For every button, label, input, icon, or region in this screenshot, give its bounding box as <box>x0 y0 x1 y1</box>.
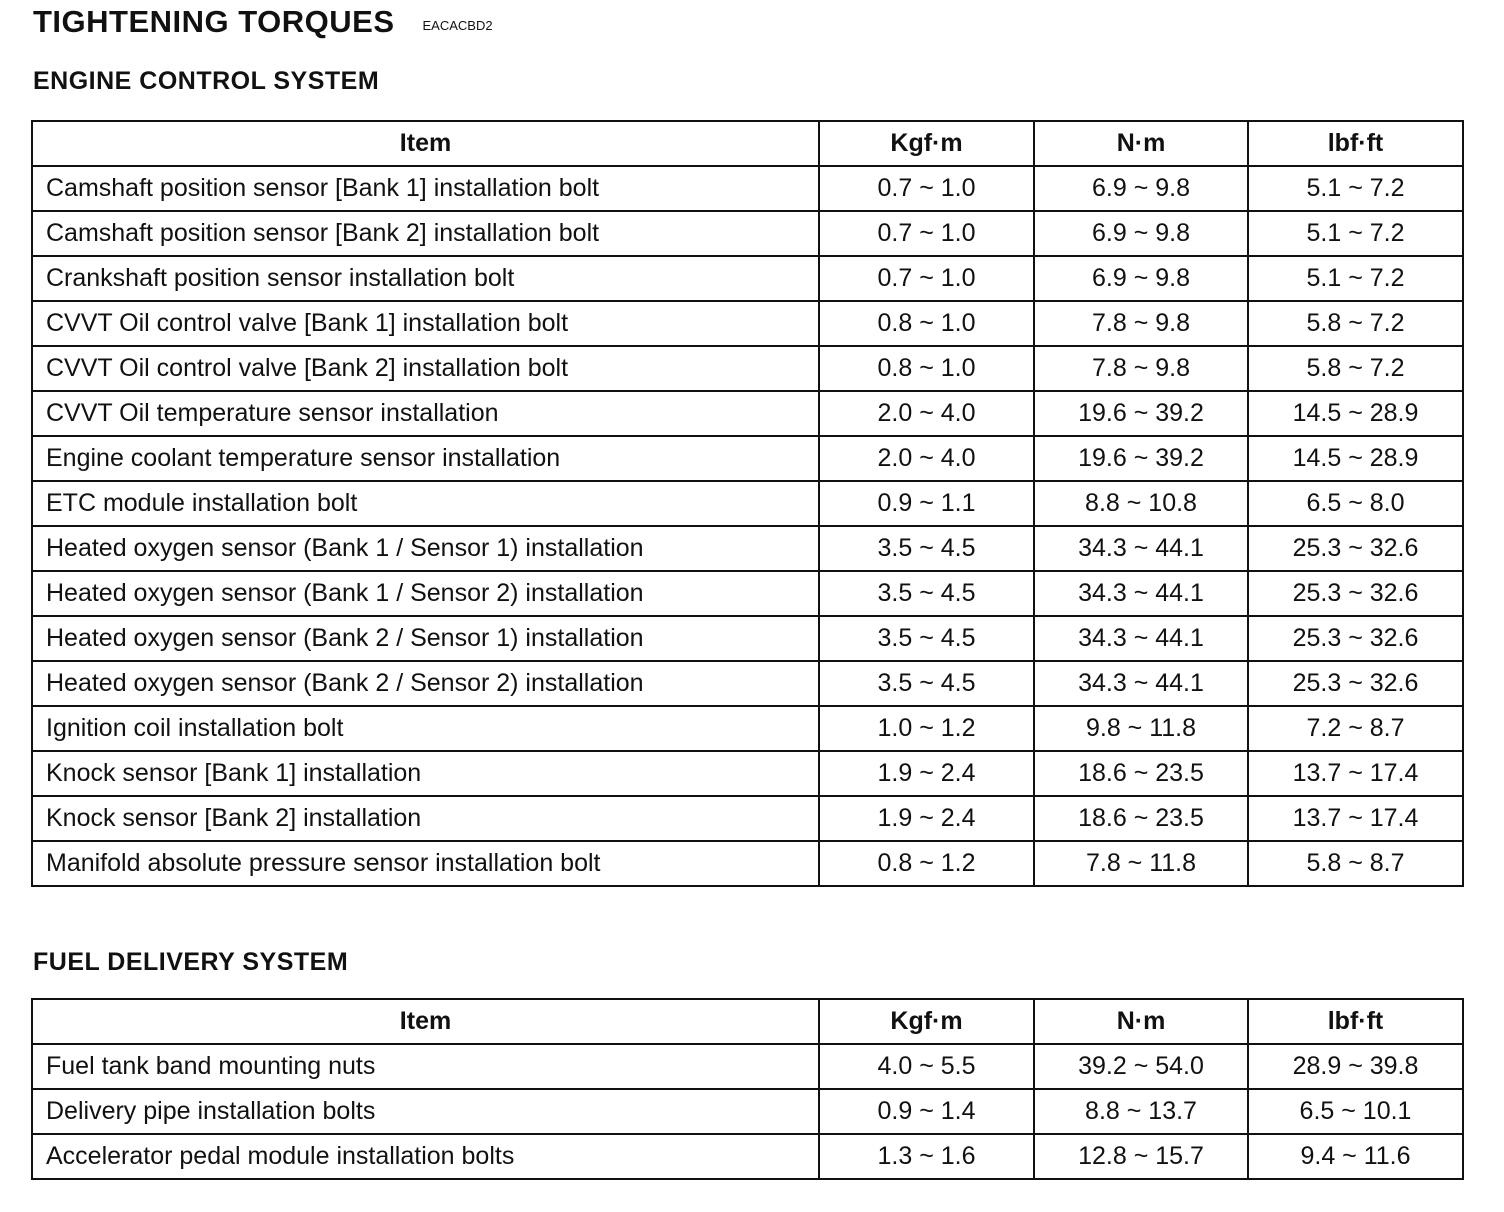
n-m-cell: 6.9 ~ 9.8 <box>1034 256 1248 301</box>
document-code: EACACBD2 <box>422 18 493 33</box>
lbf-ft-cell: 6.5 ~ 8.0 <box>1248 481 1463 526</box>
table-header-row <box>32 999 1463 1044</box>
table-row <box>32 166 1463 211</box>
n-m-cell: 34.3 ~ 44.1 <box>1034 526 1248 571</box>
column-header-n-m: N·m <box>1034 999 1248 1044</box>
item-cell: CVVT Oil control valve [Bank 2] installation bolt <box>32 346 819 391</box>
table-row <box>32 256 1463 301</box>
n-m-cell: 9.8 ~ 11.8 <box>1034 706 1248 751</box>
table-row <box>32 301 1463 346</box>
table-row <box>32 1134 1463 1179</box>
kgf-m-cell: 3.5 ~ 4.5 <box>819 526 1034 571</box>
table-row <box>32 211 1463 256</box>
n-m-cell: 34.3 ~ 44.1 <box>1034 571 1248 616</box>
n-m-cell: 12.8 ~ 15.7 <box>1034 1134 1248 1179</box>
table-header-row <box>32 121 1463 166</box>
n-m-cell: 19.6 ~ 39.2 <box>1034 391 1248 436</box>
kgf-m-cell: 0.8 ~ 1.0 <box>819 301 1034 346</box>
kgf-m-cell: 0.7 ~ 1.0 <box>819 166 1034 211</box>
item-cell: Heated oxygen sensor (Bank 1 / Sensor 2) installation <box>32 571 819 616</box>
column-header-kgf-m: Kgf·m <box>819 121 1034 166</box>
lbf-ft-cell: 5.8 ~ 8.7 <box>1248 841 1463 886</box>
lbf-ft-cell: 25.3 ~ 32.6 <box>1248 571 1463 616</box>
kgf-m-cell: 0.8 ~ 1.2 <box>819 841 1034 886</box>
lbf-ft-cell: 28.9 ~ 39.8 <box>1248 1044 1463 1089</box>
lbf-ft-cell: 5.8 ~ 7.2 <box>1248 301 1463 346</box>
kgf-m-cell: 1.9 ~ 2.4 <box>819 796 1034 841</box>
engine-control-rows <box>32 166 1463 886</box>
n-m-cell: 7.8 ~ 11.8 <box>1034 841 1248 886</box>
column-header-item: Item <box>32 121 819 166</box>
table-row <box>32 751 1463 796</box>
n-m-cell: 18.6 ~ 23.5 <box>1034 751 1248 796</box>
column-header-n-m: N·m <box>1034 121 1248 166</box>
kgf-m-cell: 0.9 ~ 1.1 <box>819 481 1034 526</box>
kgf-m-cell: 3.5 ~ 4.5 <box>819 661 1034 706</box>
table-row <box>32 346 1463 391</box>
table-row <box>32 706 1463 751</box>
table-row <box>32 796 1463 841</box>
lbf-ft-cell: 25.3 ~ 32.6 <box>1248 526 1463 571</box>
table-row <box>32 616 1463 661</box>
lbf-ft-cell: 25.3 ~ 32.6 <box>1248 616 1463 661</box>
column-header-lbf-ft: lbf·ft <box>1248 999 1463 1044</box>
kgf-m-cell: 4.0 ~ 5.5 <box>819 1044 1034 1089</box>
n-m-cell: 18.6 ~ 23.5 <box>1034 796 1248 841</box>
column-header-item: Item <box>32 999 819 1044</box>
table-row <box>32 1044 1463 1089</box>
item-cell: CVVT Oil temperature sensor installation <box>32 391 819 436</box>
kgf-m-cell: 1.3 ~ 1.6 <box>819 1134 1034 1179</box>
n-m-cell: 34.3 ~ 44.1 <box>1034 616 1248 661</box>
item-cell: Knock sensor [Bank 2] installation <box>32 796 819 841</box>
lbf-ft-cell: 14.5 ~ 28.9 <box>1248 436 1463 481</box>
fuel-delivery-section-title: FUEL DELIVERY SYSTEM <box>33 948 349 976</box>
lbf-ft-cell: 5.8 ~ 7.2 <box>1248 346 1463 391</box>
item-cell: CVVT Oil control valve [Bank 1] installation bolt <box>32 301 819 346</box>
kgf-m-cell: 1.9 ~ 2.4 <box>819 751 1034 796</box>
lbf-ft-cell: 7.2 ~ 8.7 <box>1248 706 1463 751</box>
item-cell: ETC module installation bolt <box>32 481 819 526</box>
kgf-m-cell: 0.7 ~ 1.0 <box>819 256 1034 301</box>
item-cell: Camshaft position sensor [Bank 1] installation bolt <box>32 166 819 211</box>
item-cell: Accelerator pedal module installation bolts <box>32 1134 819 1179</box>
lbf-ft-cell: 14.5 ~ 28.9 <box>1248 391 1463 436</box>
lbf-ft-cell: 25.3 ~ 32.6 <box>1248 661 1463 706</box>
lbf-ft-cell: 5.1 ~ 7.2 <box>1248 166 1463 211</box>
kgf-m-cell: 2.0 ~ 4.0 <box>819 436 1034 481</box>
page-title-text: TIGHTENING TORQUES <box>33 4 395 39</box>
item-cell: Crankshaft position sensor installation bolt <box>32 256 819 301</box>
fuel-delivery-rows <box>32 1044 1463 1179</box>
table-row <box>32 1089 1463 1134</box>
lbf-ft-cell: 5.1 ~ 7.2 <box>1248 256 1463 301</box>
table-row <box>32 526 1463 571</box>
kgf-m-cell: 3.5 ~ 4.5 <box>819 571 1034 616</box>
table-row <box>32 661 1463 706</box>
kgf-m-cell: 0.8 ~ 1.0 <box>819 346 1034 391</box>
table-row <box>32 571 1463 616</box>
engine-control-torque-table <box>31 120 1464 887</box>
table-row <box>32 436 1463 481</box>
item-cell: Fuel tank band mounting nuts <box>32 1044 819 1089</box>
item-cell: Heated oxygen sensor (Bank 1 / Sensor 1) installation <box>32 526 819 571</box>
engine-control-section-title: ENGINE CONTROL SYSTEM <box>33 67 380 95</box>
item-cell: Knock sensor [Bank 1] installation <box>32 751 819 796</box>
table-row <box>32 391 1463 436</box>
n-m-cell: 7.8 ~ 9.8 <box>1034 346 1248 391</box>
item-cell: Ignition coil installation bolt <box>32 706 819 751</box>
kgf-m-cell: 3.5 ~ 4.5 <box>819 616 1034 661</box>
page-title <box>33 4 493 40</box>
kgf-m-cell: 1.0 ~ 1.2 <box>819 706 1034 751</box>
column-header-kgf-m: Kgf·m <box>819 999 1034 1044</box>
fuel-delivery-torque-table <box>31 998 1464 1180</box>
table-row <box>32 841 1463 886</box>
kgf-m-cell: 0.9 ~ 1.4 <box>819 1089 1034 1134</box>
kgf-m-cell: 0.7 ~ 1.0 <box>819 211 1034 256</box>
n-m-cell: 6.9 ~ 9.8 <box>1034 166 1248 211</box>
item-cell: Heated oxygen sensor (Bank 2 / Sensor 2) installation <box>32 661 819 706</box>
n-m-cell: 34.3 ~ 44.1 <box>1034 661 1248 706</box>
lbf-ft-cell: 5.1 ~ 7.2 <box>1248 211 1463 256</box>
n-m-cell: 6.9 ~ 9.8 <box>1034 211 1248 256</box>
lbf-ft-cell: 9.4 ~ 11.6 <box>1248 1134 1463 1179</box>
item-cell: Heated oxygen sensor (Bank 2 / Sensor 1) installation <box>32 616 819 661</box>
table-row <box>32 481 1463 526</box>
item-cell: Delivery pipe installation bolts <box>32 1089 819 1134</box>
n-m-cell: 8.8 ~ 13.7 <box>1034 1089 1248 1134</box>
lbf-ft-cell: 13.7 ~ 17.4 <box>1248 796 1463 841</box>
n-m-cell: 7.8 ~ 9.8 <box>1034 301 1248 346</box>
n-m-cell: 19.6 ~ 39.2 <box>1034 436 1248 481</box>
n-m-cell: 39.2 ~ 54.0 <box>1034 1044 1248 1089</box>
kgf-m-cell: 2.0 ~ 4.0 <box>819 391 1034 436</box>
n-m-cell: 8.8 ~ 10.8 <box>1034 481 1248 526</box>
column-header-lbf-ft: lbf·ft <box>1248 121 1463 166</box>
item-cell: Manifold absolute pressure sensor installation bolt <box>32 841 819 886</box>
item-cell: Camshaft position sensor [Bank 2] installation bolt <box>32 211 819 256</box>
item-cell: Engine coolant temperature sensor installation <box>32 436 819 481</box>
lbf-ft-cell: 13.7 ~ 17.4 <box>1248 751 1463 796</box>
lbf-ft-cell: 6.5 ~ 10.1 <box>1248 1089 1463 1134</box>
